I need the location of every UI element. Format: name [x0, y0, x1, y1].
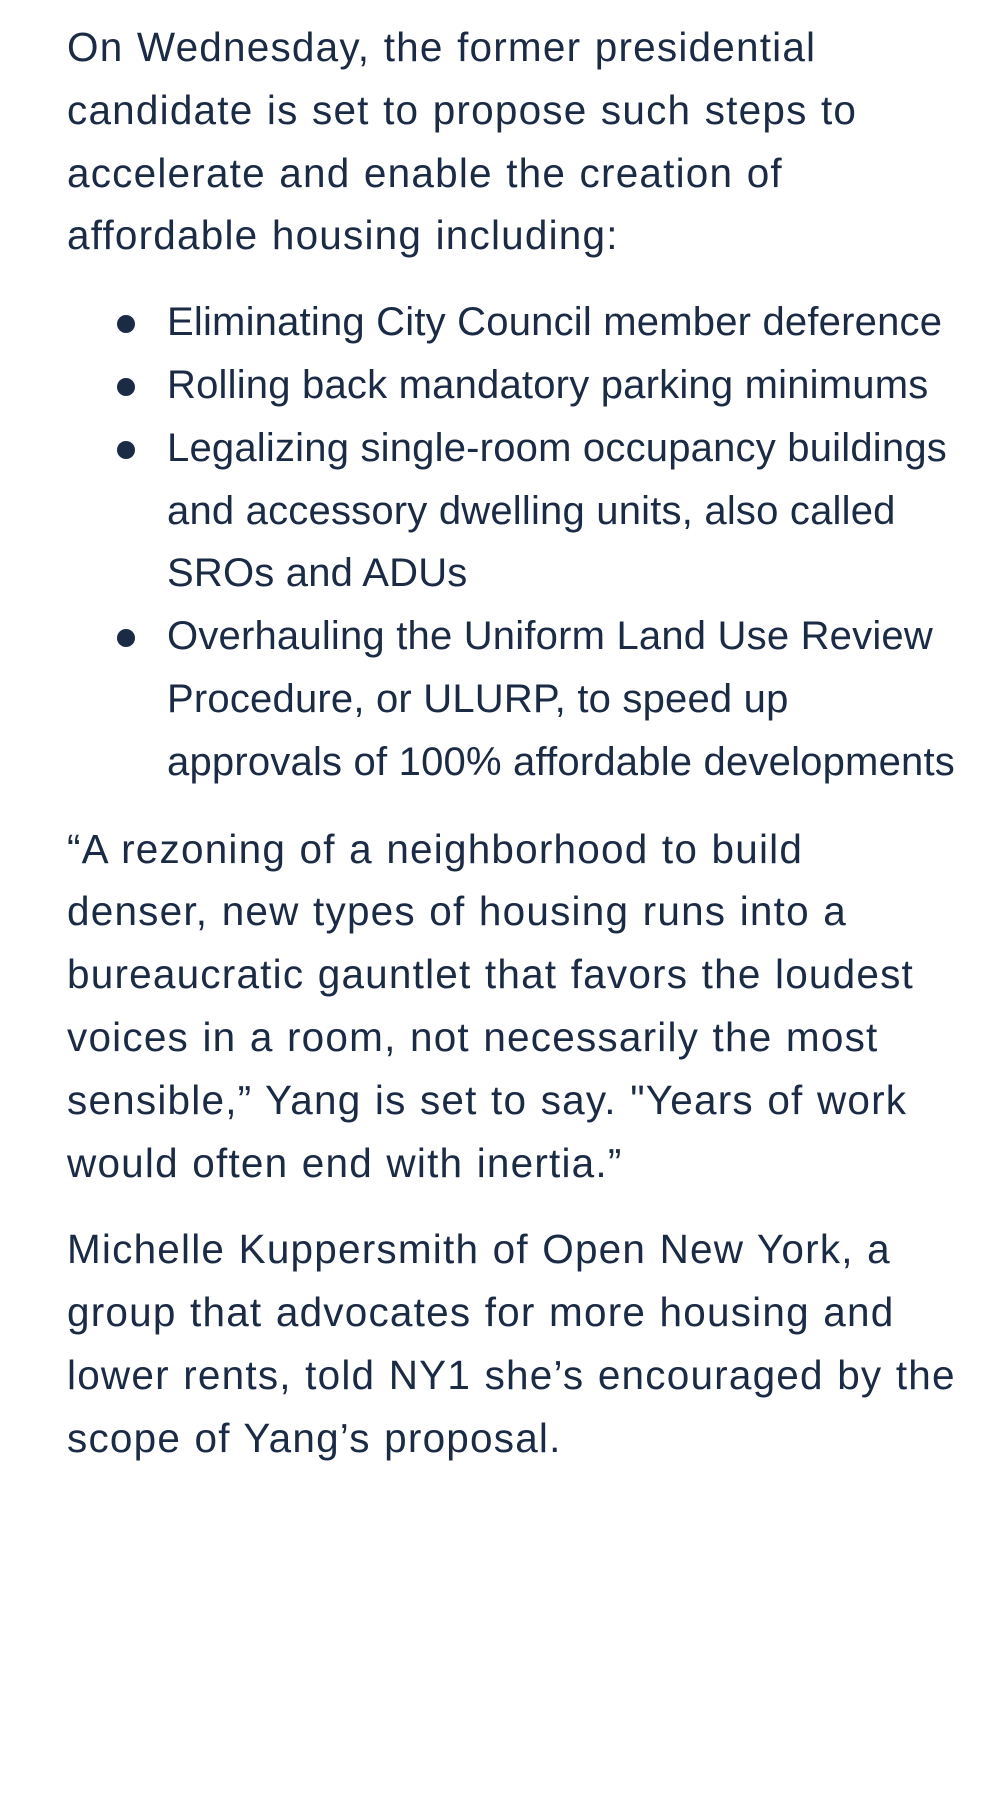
bullet-icon: [117, 315, 135, 333]
list-item-text: Eliminating City Council member deference: [167, 300, 943, 345]
proposal-list: [67, 291, 957, 793]
intro-paragraph: On Wednesday, the former presidential candidate is set to propose such steps to accelerate and enable the creation of affordable housing including:: [67, 24, 858, 259]
list-item-text: Legalizing single-room occupancy buildings and accessory dwelling units, also called SROs and ADUs: [167, 425, 947, 596]
closing-paragraph: Michelle Kuppersmith of Open New York, a group that advocates for more housing and lower rents, told NY1 she’s encouraged by the scope of Yang’s proposal.: [67, 1226, 956, 1461]
list-item-text: Rolling back mandatory parking minimums: [167, 362, 929, 407]
bullet-icon: [117, 378, 135, 396]
bullet-icon: [117, 629, 135, 647]
quote-paragraph: “A rezoning of a neighborhood to build denser, new types of housing runs into a bureaucratic gauntlet that favors the loudest voices in a room, not necessarily the most sensible,” Yang is set to say. "Years of work would often end with inertia.”: [67, 825, 914, 1186]
list-item: [67, 354, 957, 417]
list-item: [67, 291, 957, 354]
list-item: [67, 417, 957, 605]
list-item-text: Overhauling the Uniform Land Use Review Procedure, or ULURP, to speed up approvals of 100% affordable developments: [167, 614, 955, 784]
list-item: [67, 605, 957, 793]
bullet-icon: [117, 441, 135, 459]
article-body: [67, 16, 957, 1470]
